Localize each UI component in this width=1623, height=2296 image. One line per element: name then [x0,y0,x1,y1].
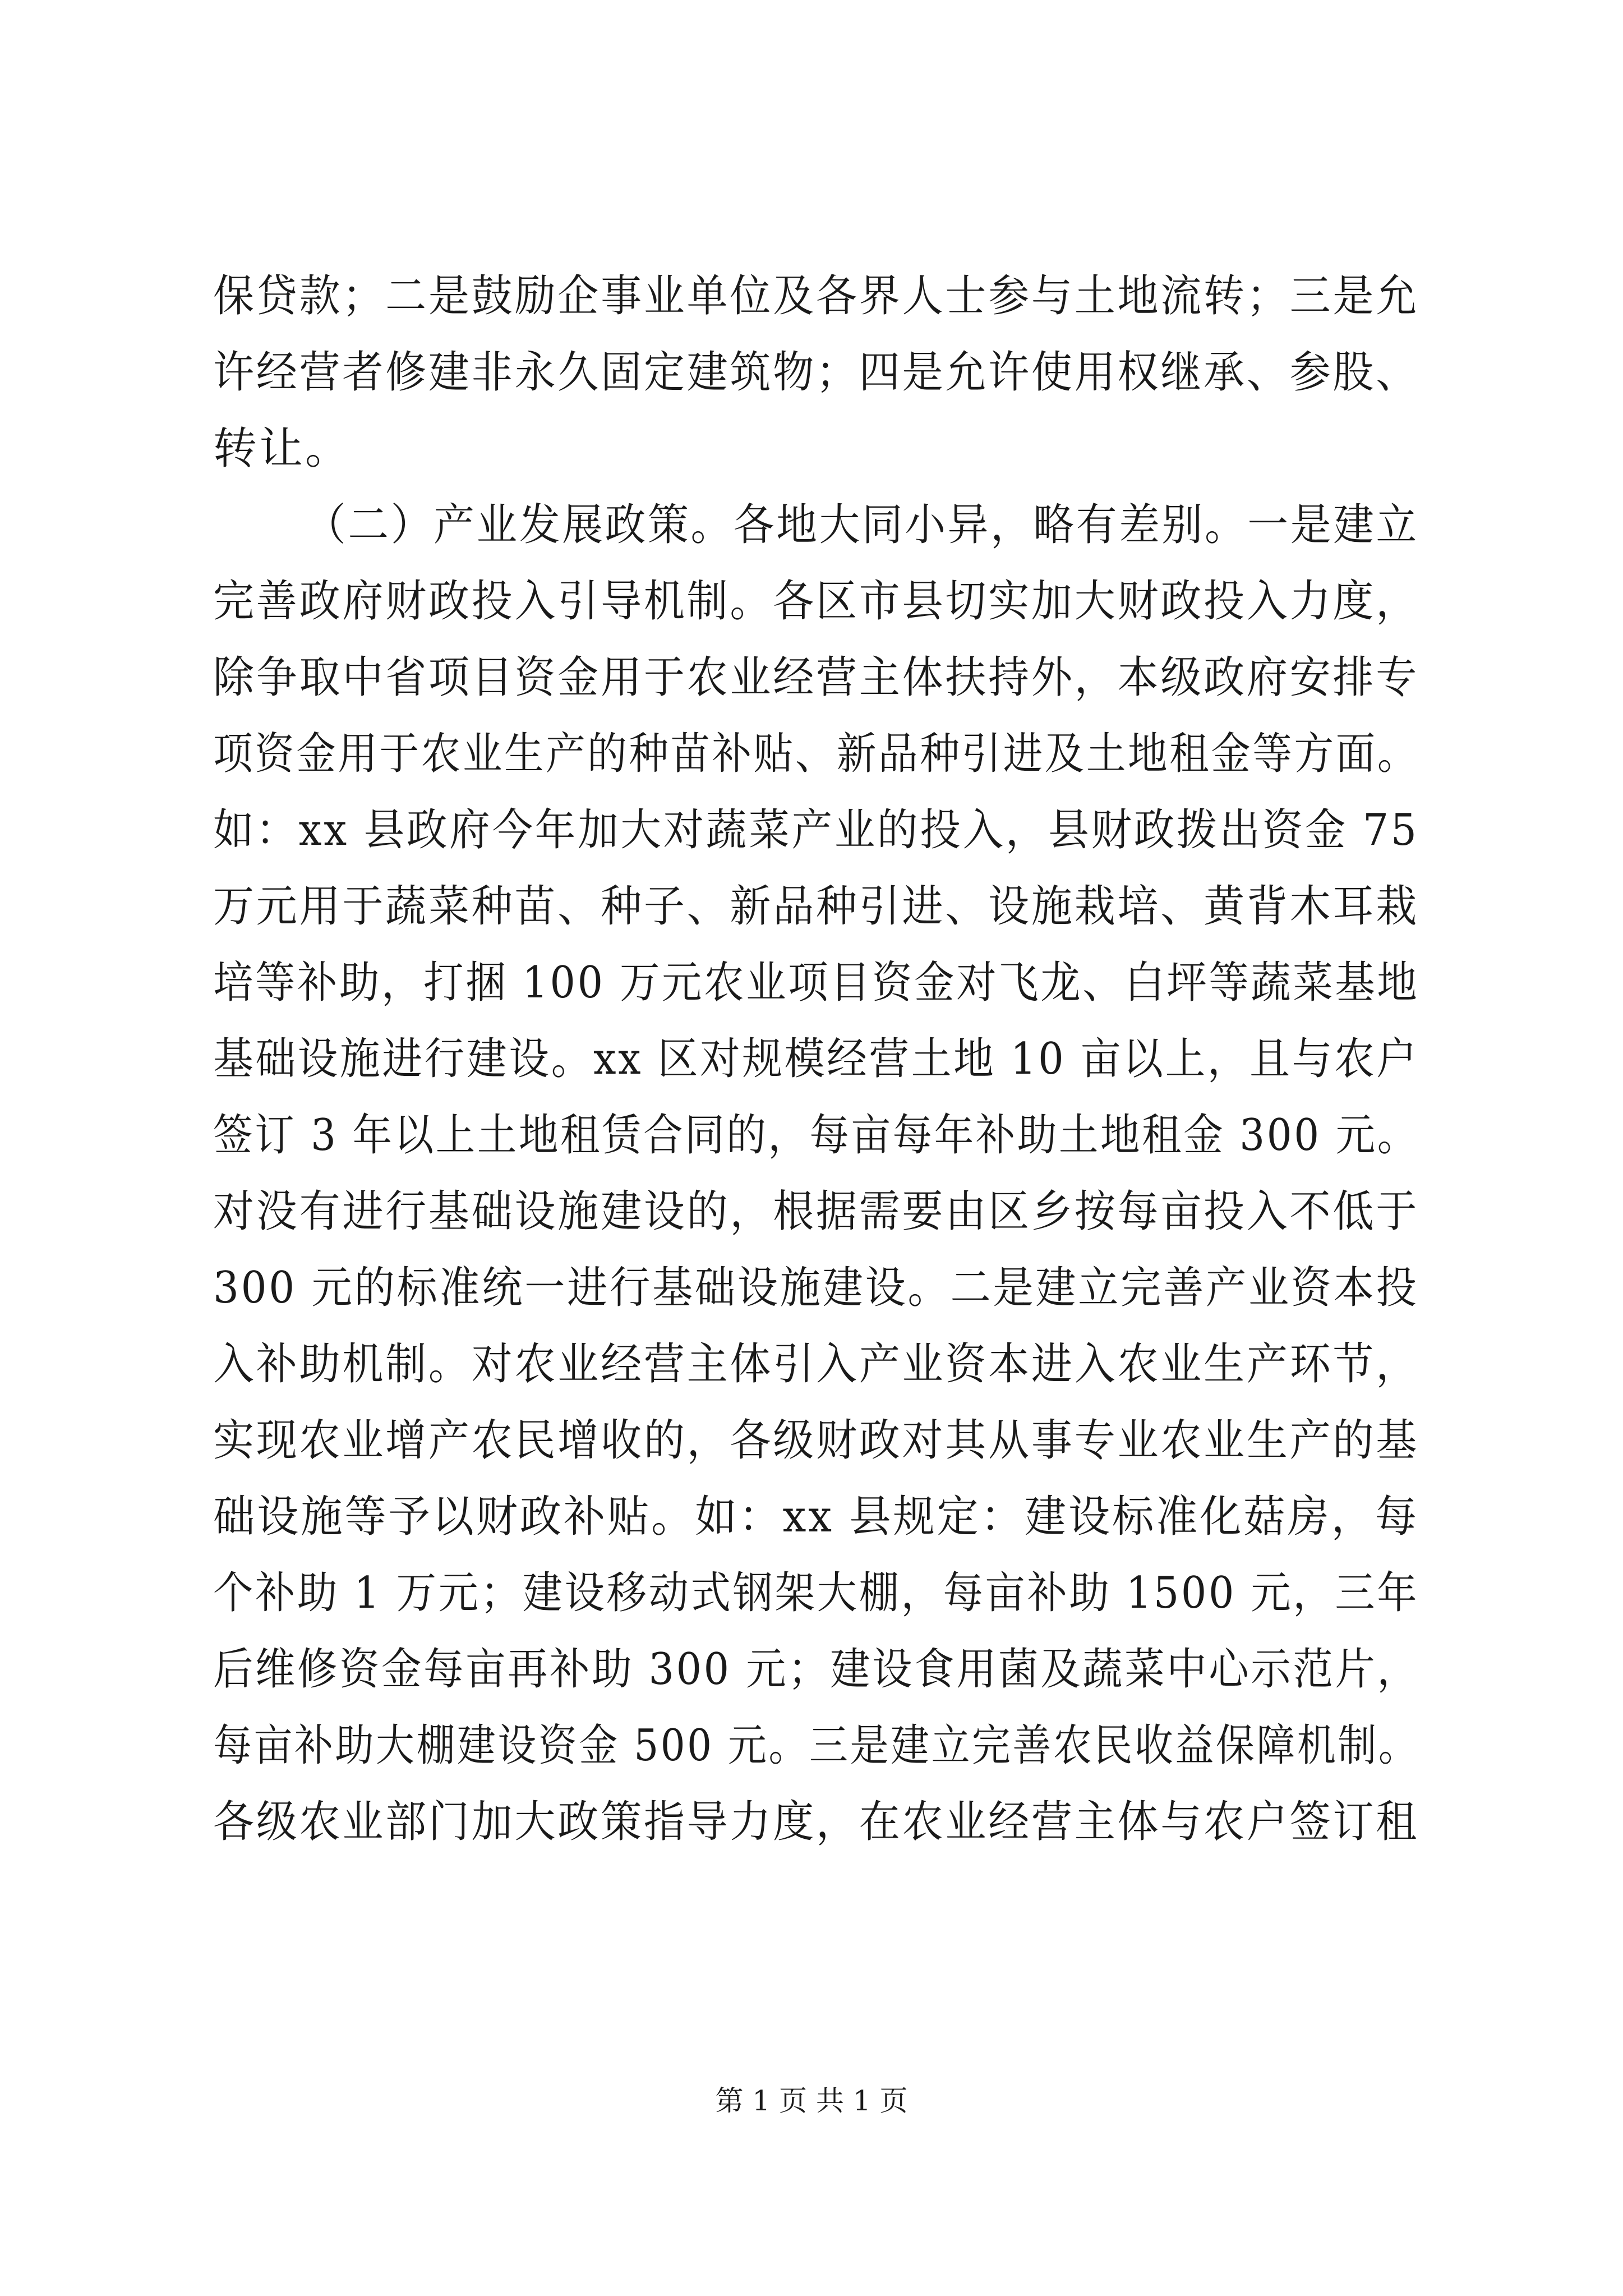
text-line: 各级农业部门加大政策指导力度，在农业经营主体与农户签订租 [213,1797,1419,1847]
text-line: 项资金用于农业生产的种苗补贴、新品种引进及土地租金等方面。 [213,729,1419,779]
text-line: 后维修资金每亩再补助 300 元；建设食用菌及蔬菜中心示范片， [213,1644,1419,1695]
text-line: 培等补助，打捆 100 万元农业项目资金对飞龙、白坪等蔬菜基地 [213,958,1419,1008]
text-line: 300 元的标准统一进行基础设施建设。二是建立完善产业资本投 [213,1263,1419,1313]
text-line: 基础设施进行建设。xx 区对规模经营土地 10 亩以上，且与农户 [213,1034,1419,1084]
text-line: 许经营者修建非永久固定建筑物；四是允许使用权继承、参股、 [213,347,1419,398]
text-line: 如：xx 县政府今年加大对蔬菜产业的投入，县财政拨出资金 75 [213,805,1419,855]
text-line: 除争取中省项目资金用于农业经营主体扶持外，本级政府安排专 [213,652,1419,703]
paragraph-first-line: （二）产业发展政策。各地大同小异，略有差别。一是建立 [305,500,1419,550]
text-line: 础设施等予以财政补贴。如：xx 县规定：建设标准化菇房，每 [213,1492,1419,1542]
text-line: 万元用于蔬菜种苗、种子、新品种引进、设施栽培、黄背木耳栽 [213,881,1419,932]
text-line: 每亩补助大棚建设资金 500 元。三是建立完善农民收益保障机制。 [213,1720,1419,1771]
page-number-footer: 第 1 页 共 1 页 [715,2085,908,2117]
text-line: 签订 3 年以上土地租赁合同的，每亩每年补助土地租金 300 元。 [213,1110,1419,1161]
text-line: 保贷款；二是鼓励企事业单位及各界人士参与土地流转；三是允 [213,271,1419,321]
text-line: 转让。 [213,424,352,474]
text-line: 入补助机制。对农业经营主体引入产业资本进入农业生产环节， [213,1339,1419,1389]
text-line: 完善政府财政投入引导机制。各区市县切实加大财政投入力度， [213,576,1419,627]
text-line: 对没有进行基础设施建设的，根据需要由区乡按每亩投入不低于 [213,1186,1419,1237]
text-line: 实现农业增产农民增收的，各级财政对其从事专业农业生产的基 [213,1415,1419,1466]
text-line: 个补助 1 万元；建设移动式钢架大棚，每亩补助 1500 元，三年 [213,1568,1419,1618]
